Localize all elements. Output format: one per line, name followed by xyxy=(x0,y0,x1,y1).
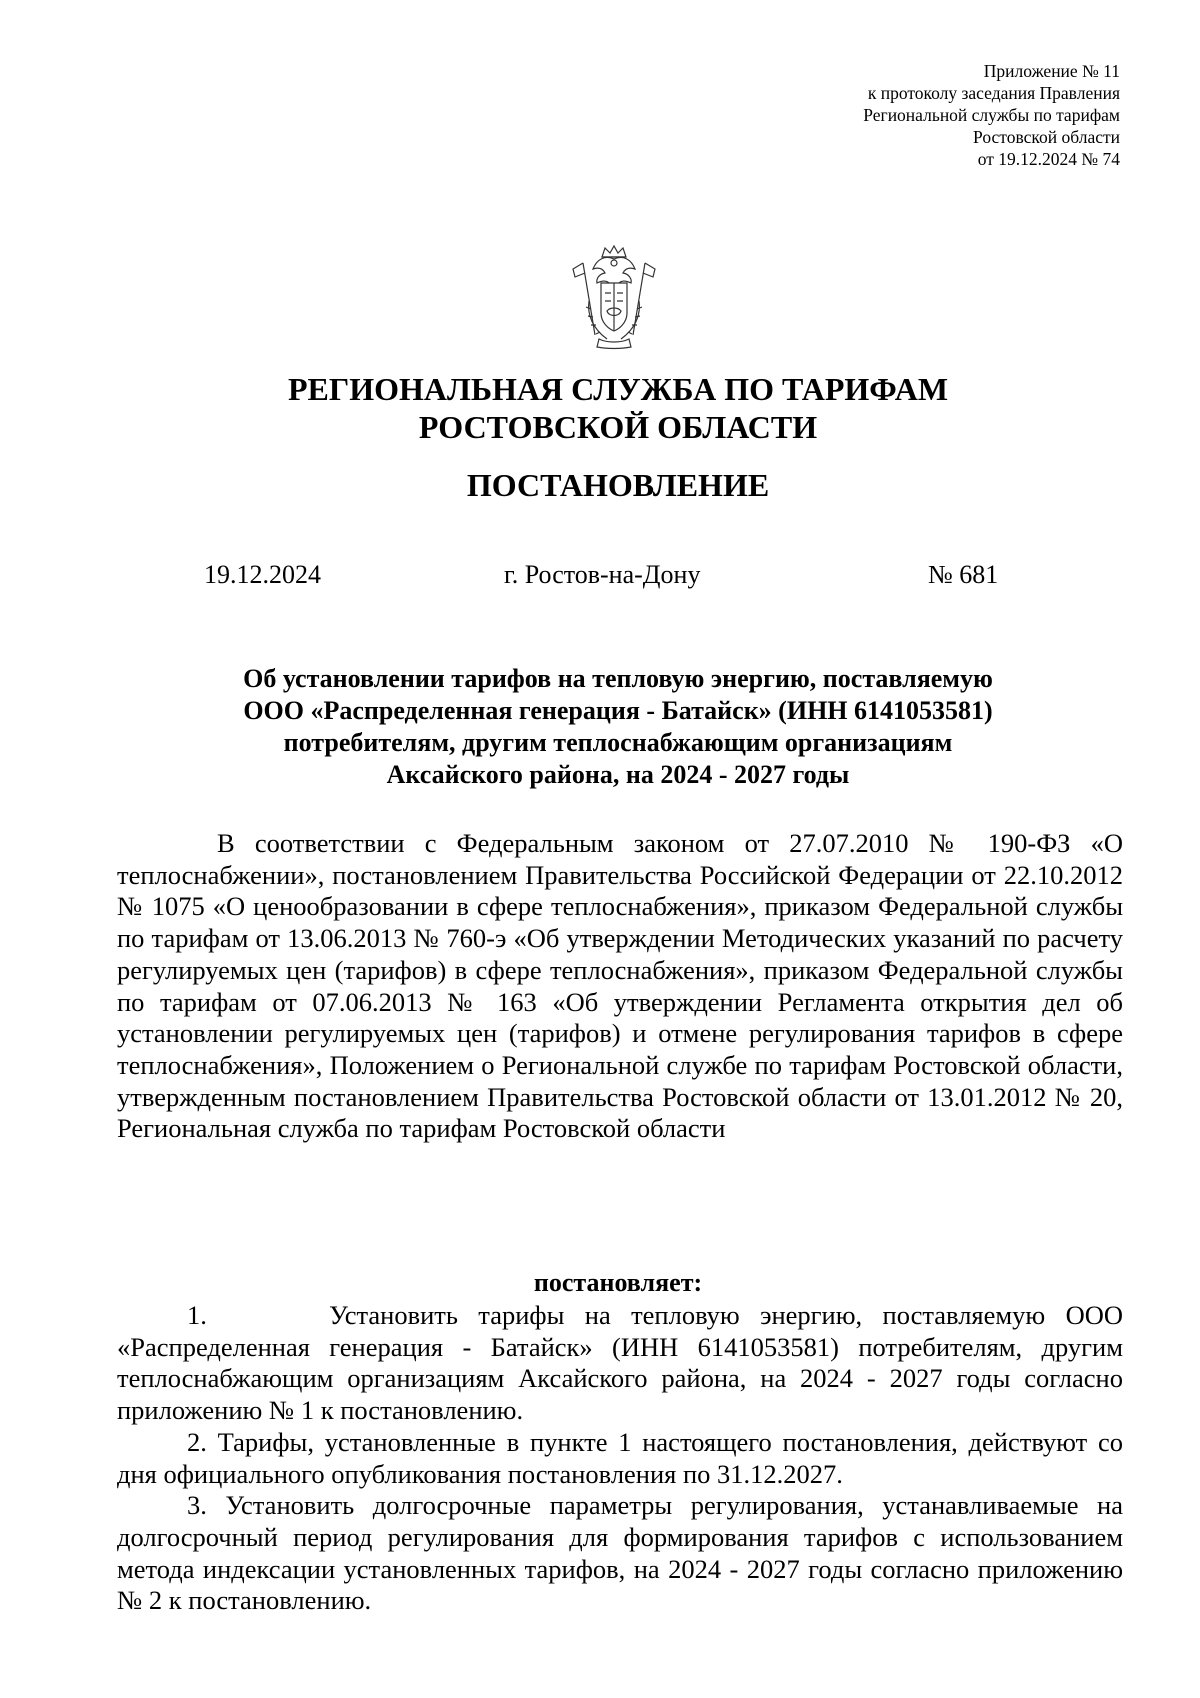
resolution-items xyxy=(117,1300,1123,1617)
appendix-line: к протоколу заседания Правления xyxy=(867,83,1120,103)
resolution-item: 2. Тарифы, установленные в пункте 1 настоящего постановления, действуют со дня официального опубликования постановления по 31.12.2027. xyxy=(117,1426,1123,1489)
document-title xyxy=(113,663,1123,791)
resolution-item: 3. Установить долгосрочные параметры регулирования, устанавливаемые на долгосрочный период регулирования для формирования тарифов с использованием метода индексации установленных тарифов, на 2024 - 2027 годы согласно приложению № 2 к постановлению. xyxy=(117,1490,1123,1616)
document-type: ПОСТАНОВЛЕНИЕ xyxy=(466,467,770,503)
organization-line: РЕГИОНАЛЬНАЯ СЛУЖБА ПО ТАРИФАМ xyxy=(287,371,949,407)
organization-name xyxy=(0,370,1200,446)
title-line: потребителям, другим теплоснабжающим организациям xyxy=(283,728,953,757)
document-number: № 681 xyxy=(928,560,999,589)
appendix-line: Приложение № 11 xyxy=(983,61,1120,81)
preamble xyxy=(117,828,1123,1145)
appendix-line: Региональной службы по тарифам xyxy=(863,105,1120,125)
appendix-line: Ростовской области xyxy=(973,127,1120,147)
rostov-oblast-coat-of-arms-icon xyxy=(569,243,659,351)
preamble-paragraph: В соответствии с Федеральным законом от 27.07.2010 № 190-ФЗ «О теплоснабжении», постановлением Правительства Российской Федерации от 22.10.2012 № 1075 «О ценообразовании в сфере теплоснабжения», приказом Федеральной службы по тарифам от 13.06.2013 № 760-э «Об утверждении Методических указаний по расчету регулируемых цен (тарифов) в сфере теплоснабжения», приказом Федеральной службы по тарифам от 07.06.2013 № 163 «Об утверждении Регламента открытия дел об установлении регулируемых цен (тарифов) и отмене регулирования тарифов в сфере теплоснабжения», Положением о Региональной службе по тарифам Ростовской области, утвержденным постановлением Правительства Ростовской области от 13.01.2012 № 20, Региональная служба по тарифам Ростовской области xyxy=(117,828,1123,1144)
title-line: Аксайского района, на 2024 - 2027 годы xyxy=(386,760,850,789)
resolves-heading: постановляет: xyxy=(533,1268,703,1297)
document-date: 19.12.2024 xyxy=(204,560,321,589)
appendix-note xyxy=(863,60,1120,170)
resolution-item: 1. Установить тарифы на тепловую энергию, поставляемую ООО «Распределенная генерация - Батайск» (ИНН 6141053581) потребителям, другим теплоснабжающим организациям Аксайского района, на 2024 - 2027 годы согласно приложению № 1 к постановлению. xyxy=(117,1300,1123,1426)
appendix-line: от 19.12.2024 № 74 xyxy=(977,149,1120,169)
title-line: Об установлении тарифов на тепловую энергию, поставляемую xyxy=(243,664,993,693)
document-city: г. Ростов-на-Дону xyxy=(504,560,701,589)
title-line: ООО «Распределенная генерация - Батайск» (ИНН 6141053581) xyxy=(243,696,993,725)
organization-line: РОСТОВСКОЙ ОБЛАСТИ xyxy=(418,409,818,445)
